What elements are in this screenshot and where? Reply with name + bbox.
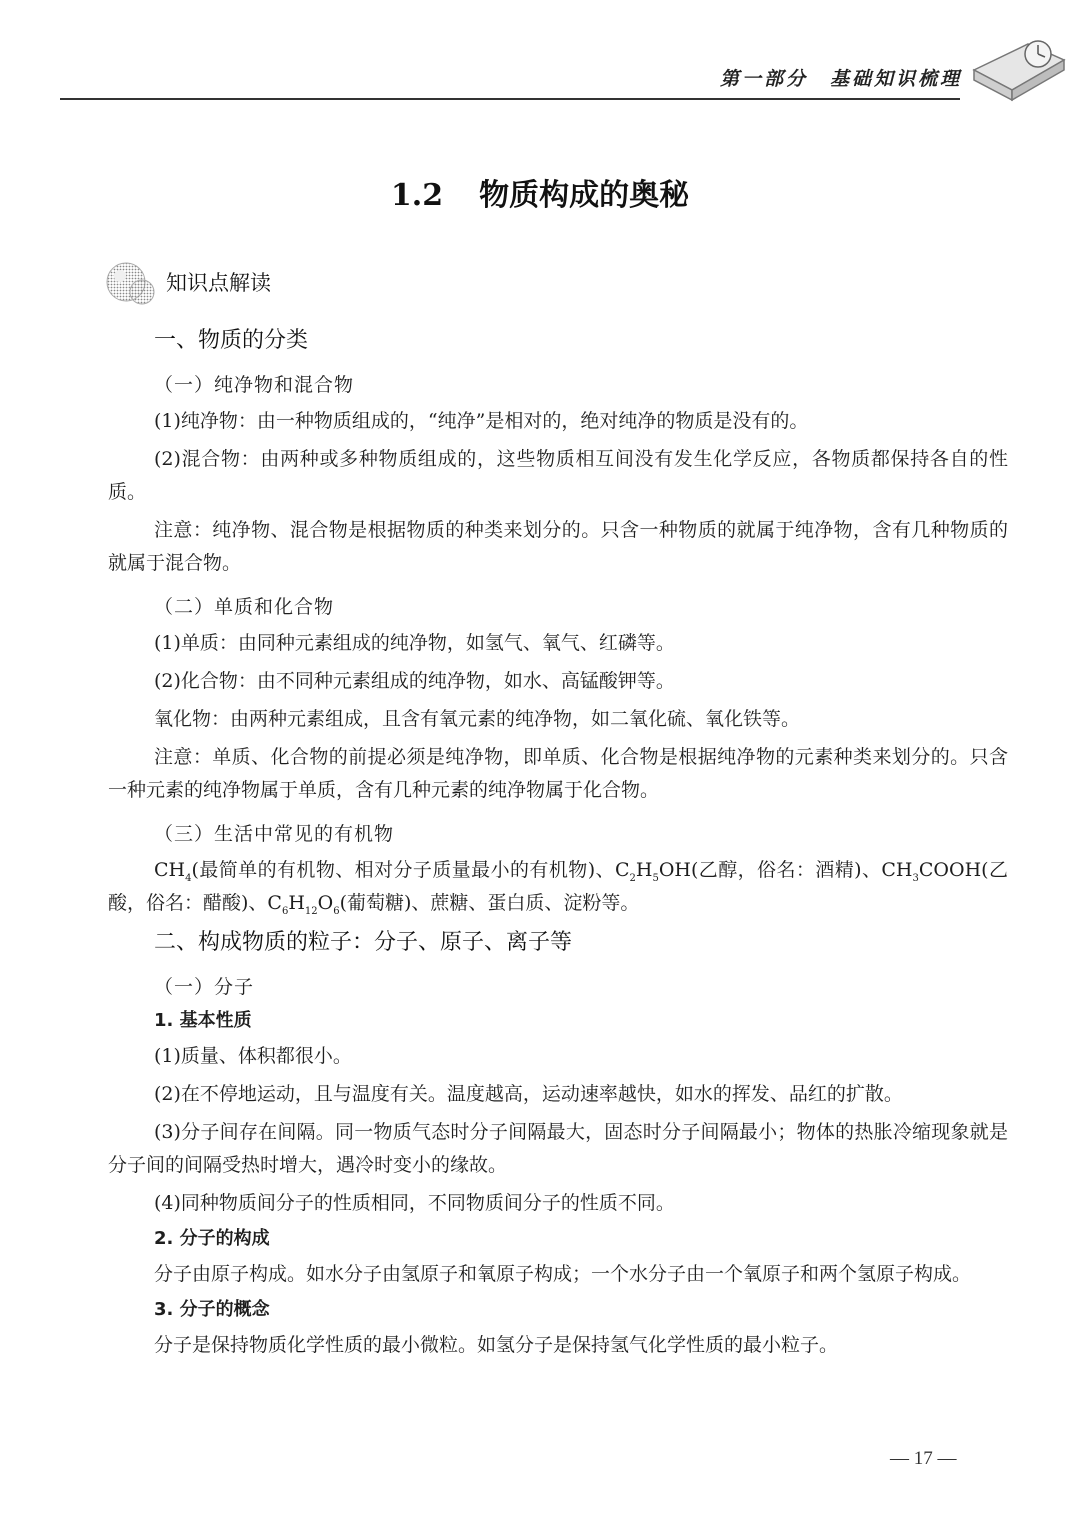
header-rule — [60, 98, 960, 100]
main-content — [108, 324, 1008, 1362]
formula-text: H — [288, 892, 305, 914]
formula-text: (最简单的有机物、相对分子质量最小的有机物)、C — [191, 859, 630, 881]
heading-molecule-concept: 3. 分子的概念 — [154, 1299, 270, 1320]
heading-molecule-composition: 2. 分子的构成 — [154, 1228, 270, 1249]
paragraph: 分子是保持物质化学性质的最小微粒。如氢分子是保持氢气化学性质的最小粒子。 — [154, 1334, 839, 1356]
paragraph: (2)混合物：由两种或多种物质组成的，这些物质相互间没有发生化学反应，各物质都保持各自的性质。 — [108, 448, 1008, 503]
knowledge-bubbles-icon — [104, 262, 164, 306]
formula-text: H — [635, 859, 653, 881]
running-header: 第一部分 基础知识梳理 — [720, 68, 963, 90]
subscript: 12 — [304, 905, 318, 917]
page-number: — 17 — — [890, 1448, 957, 1469]
note-paragraph: 注意：纯净物、混合物是根据物质的种类来划分的。只含一种物质的就属于纯净物，含有几种物质的就属于混合物。 — [108, 519, 1008, 574]
subheading-organics: （三）生活中常见的有机物 — [154, 823, 395, 845]
formula-text: CH — [154, 859, 186, 881]
subscript: 5 — [652, 872, 659, 884]
paragraph: (3)分子间存在间隔。同一物质气态时分子间隔最大，固态时分子间隔最小；物体的热胀冷缩现象就是分子间的间隔受热时增大，遇冷时变小的缘故。 — [108, 1121, 1008, 1176]
subscript: 3 — [912, 872, 919, 884]
organic-compounds-paragraph — [108, 854, 1008, 920]
section-title-text: 物质构成的奥秘 — [479, 178, 690, 213]
paragraph: (1)质量、体积都很小。 — [154, 1045, 352, 1067]
paragraph: (2)化合物：由不同种元素组成的纯净物，如水、高锰酸钾等。 — [154, 670, 675, 692]
section-title — [0, 170, 1080, 214]
formula-text: O — [317, 892, 334, 914]
section-number: 1.2 — [390, 178, 444, 213]
paragraph: (1)纯净物：由一种物质组成的，“纯净”是相对的，绝对纯净的物质是没有的。 — [154, 410, 809, 432]
formula-text: (葡萄糖)、蔗糖、蛋白质、淀粉等。 — [339, 892, 640, 914]
heading-particles: 二、构成物质的粒子：分子、原子、离子等 — [154, 930, 573, 955]
subscript: 6 — [333, 905, 340, 917]
subheading-molecule: （一）分子 — [154, 976, 255, 998]
heading-basic-properties: 1. 基本性质 — [154, 1010, 252, 1031]
heading-classification: 一、物质的分类 — [154, 328, 309, 353]
paragraph: (2)在不停地运动，且与温度有关。温度越高，运动速率越快，如水的挥发、品红的扩散。 — [154, 1083, 903, 1105]
book-decoration-icon — [968, 30, 1068, 110]
subscript: 2 — [629, 872, 636, 884]
paragraph: (4)同种物质间分子的性质相同，不同物质间分子的性质不同。 — [154, 1192, 675, 1214]
subscript: 4 — [185, 872, 192, 884]
paragraph: 分子由原子构成。如水分子由氢原子和氧原子构成；一个水分子由一个氧原子和两个氢原子构成。 — [154, 1263, 972, 1285]
subheading-element-compound: （二）单质和化合物 — [154, 596, 335, 618]
subheading-pure-mixture: （一）纯净物和混合物 — [154, 374, 355, 396]
formula-text: COOH(乙酸，俗名：醋酸)、C — [108, 859, 1008, 914]
note-paragraph: 注意：单质、化合物的前提必须是纯净物，即单质、化合物是根据纯净物的元素种类来划分的。只含一种元素的纯净物属于单质，含有几种元素的纯净物属于化合物。 — [108, 746, 1008, 801]
paragraph: 氧化物：由两种元素组成，且含有氧元素的纯净物，如二氧化硫、氧化铁等。 — [154, 708, 801, 730]
knowledge-label: 知识点解读 — [166, 271, 271, 295]
subscript: 6 — [281, 905, 289, 917]
paragraph: (1)单质：由同种元素组成的纯净物，如氢气、氧气、红磷等。 — [154, 632, 675, 654]
formula-text: OH(乙醇，俗名：酒精)、CH — [658, 859, 913, 881]
